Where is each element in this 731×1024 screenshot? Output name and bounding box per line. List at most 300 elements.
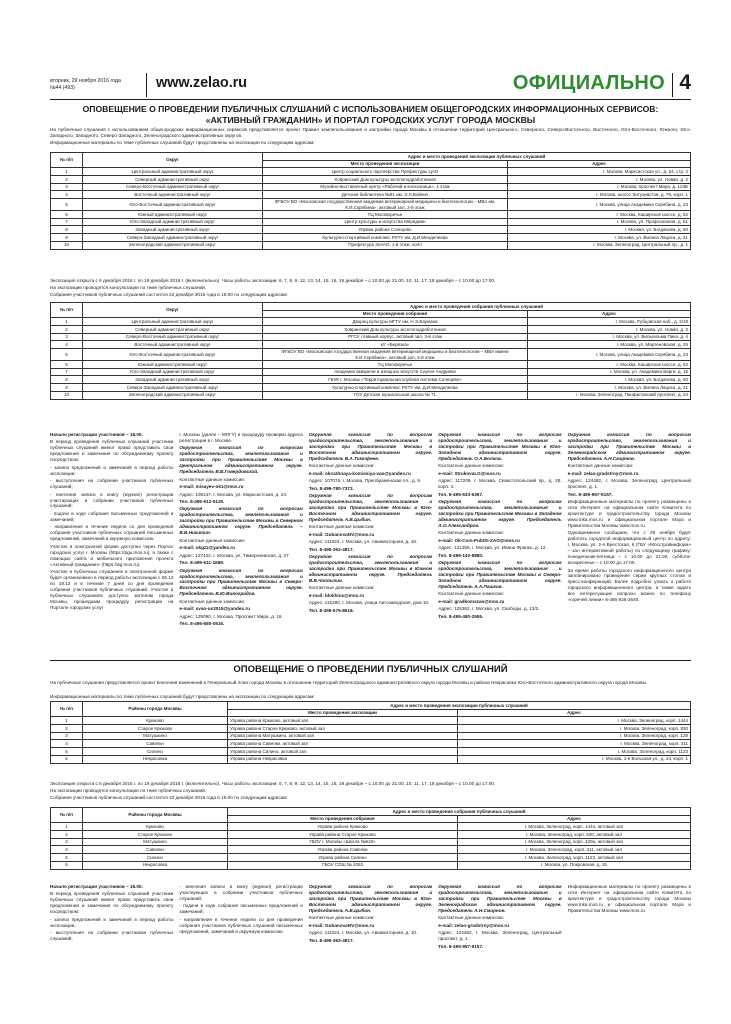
text-paragraph: e-mail: svao-us2015@yandex.ru bbox=[179, 606, 250, 612]
text-paragraph: Контактные данные комиссии: bbox=[308, 463, 375, 469]
table-row bbox=[51, 838, 691, 846]
table-cell: Старое Крюково bbox=[83, 831, 228, 839]
text-paragraph: Адрес: 107076, г. Москва, Преображенская пл., д. 9. bbox=[308, 478, 422, 484]
table-row bbox=[51, 234, 691, 242]
text-paragraph: Адрес: 125362, г. Москва, ул. Свободы, д. 13/2. bbox=[438, 606, 540, 612]
table-row bbox=[51, 341, 691, 349]
table-cell: ГБОУ СОШ № 2053 bbox=[228, 861, 458, 869]
masthead-divider-right bbox=[672, 73, 674, 97]
table-row bbox=[51, 326, 691, 334]
table-row bbox=[51, 384, 691, 392]
table-cell: Управа района Старое Крюково bbox=[228, 831, 458, 839]
table-cell: 4 bbox=[51, 740, 83, 748]
table-row bbox=[51, 199, 691, 211]
notice2-exposition-consult: На экспозиции проводятся консультации по теме публичных слушаний. bbox=[50, 788, 207, 793]
text-paragraph: Адрес: 117209, г. Москва, Севастопольский пр., д. 28, корп. 4. bbox=[438, 478, 562, 490]
text-paragraph: Тел. 8-495-680-0516. bbox=[179, 621, 225, 627]
table-cell: г. Москва, шоссе Энтузиастов, д. 78, корп. 1 bbox=[508, 191, 691, 199]
table-cell: Управа района Савелки bbox=[228, 846, 458, 854]
table-cell: Культурно-спортивный комплекс РХТУ им. Д.И.Менделеева bbox=[263, 234, 508, 242]
notice1-exposition-dates: Экспозиция открыта с 6 декабря 2016 г. по 19 декабря 2016 г. (включительно). Часы работы экспозиции: 6, 7, 8, 9, 12, 13, 14, 15, 16, 19 декабря – с 10.00 до 21.00. 10, 11, 17, 18 декабря – с 10.00 до 17.00. bbox=[50, 278, 496, 283]
table-cell: г. Москва, ул. Вильгельма Пика, д. 4 bbox=[528, 333, 691, 341]
table-row bbox=[51, 861, 691, 869]
text-paragraph: Адрес: 115280, г. Москва, улица Автозаводская, дом 10. bbox=[308, 600, 430, 606]
table-row bbox=[51, 732, 691, 740]
table-cell: 5 bbox=[51, 748, 83, 756]
table-cell: ГБУК г. Москвы «Территориальная клубная система Солнцево» bbox=[263, 376, 528, 384]
text-paragraph: e-mail: GubanovaNV@mos.ru bbox=[308, 922, 375, 928]
table-cell: Северо-Восточный административный округ bbox=[83, 183, 263, 191]
table-cell: г. Москва, ул. Новая, д. 2 bbox=[508, 176, 691, 184]
table-cell: Центр социального партнерства Префектуры ЦАО bbox=[263, 168, 508, 176]
table-row bbox=[51, 823, 691, 831]
text-paragraph: Тел. 8-495-362-4817. bbox=[308, 546, 354, 552]
table-cell: Силино bbox=[83, 748, 228, 756]
table-cell: 9 bbox=[51, 234, 83, 242]
text-paragraph: Тел. 8-495-362-4817. bbox=[308, 937, 354, 943]
table-cell: г. Москва, Зеленоград, корп. 311, актовый зал bbox=[458, 846, 691, 854]
text-paragraph: Тел. 8-495-912-5125. bbox=[179, 499, 225, 505]
table-cell: г. Москва, ул. Новая, д. 2 bbox=[528, 326, 691, 334]
table-row bbox=[51, 191, 691, 199]
table-cell: 5 bbox=[51, 349, 83, 361]
notice2-text-columns bbox=[50, 884, 691, 964]
col-num: № п/п bbox=[51, 153, 83, 168]
table-cell: г. Москва, Марксистская ул., д. 24, стр. 2 bbox=[508, 168, 691, 176]
issue-date bbox=[50, 78, 121, 91]
table-row bbox=[51, 241, 691, 249]
table-cell: 6 bbox=[51, 361, 83, 369]
masthead-divider bbox=[146, 73, 147, 97]
table-cell: Силино bbox=[83, 854, 228, 862]
table-cell: Западный административный округ bbox=[83, 376, 263, 384]
table-cell: г. Москва, Зеленоград, корп. 830 bbox=[458, 725, 691, 733]
text-paragraph: - записи предложений и замечаний в период работы экспозиции; bbox=[50, 464, 174, 476]
text-paragraph: e-mail: gradkomszao@mos.ru bbox=[438, 598, 505, 604]
table-cell: Юго-Западный административный округ bbox=[83, 218, 263, 226]
text-paragraph: Окружная комиссия по вопросам градостроительства, землепользования и застройки при Правительстве Москвы в Юго-Восточном административном округе. Председатель А.В.Цыбин. bbox=[308, 493, 433, 522]
table-row bbox=[51, 725, 691, 733]
table-cell: 6 bbox=[51, 211, 83, 219]
text-paragraph: e-mail: zelao-gradstroy@mos.ru bbox=[438, 922, 510, 928]
notice2-intro: На публичные слушания представляется проект внесения изменений в Генеральный план города Москвы в отношении территорий Зеленоградского административного округа города Москвы и района Некрасовка Юго-Восточного административного округа города Москвы. bbox=[50, 680, 648, 685]
table-cell: ТЦ Москворечье bbox=[263, 361, 528, 369]
text-paragraph: - записи предложений и замечаний в период работы экспозиции; bbox=[50, 916, 174, 928]
notice1-intro: На публичные слушания с использованием общегородских информационных сервисов представляется проект Правил землепользования и застройки города Москвы в отношении территорий Центрального, Северного, Северо-Восточного, Восточного, Юго-Восточного, Южного, Юго-Западного, Западного, Северо-Западного, Зеленоградского административных округов. bbox=[50, 127, 691, 138]
text-paragraph: Контактные данные комиссии: bbox=[308, 585, 375, 591]
table-cell: 10 bbox=[51, 241, 83, 249]
text-paragraph: Окружная комиссия по вопросам градостроительства, землепользования и застройки при Правительстве Москвы в Зеленоградском административном округе. Председатель А.Н.Смирнов. bbox=[438, 884, 562, 913]
col-place: Место проведения собрания bbox=[228, 815, 458, 823]
table-cell: Управа района Солнцево bbox=[263, 226, 508, 234]
table-cell: г. Москва, ул. Академика Варги, д. 15 bbox=[528, 368, 691, 376]
table-cell: 4 bbox=[51, 341, 83, 349]
table-cell: Центральный административный округ bbox=[83, 168, 263, 176]
table-row bbox=[51, 176, 691, 184]
table-cell: г. Москва, ул. Профсоюзная, д. 61 bbox=[508, 218, 691, 226]
text-paragraph: Контактные данные комиссии: bbox=[308, 524, 375, 530]
table-row bbox=[51, 391, 691, 399]
table-cell: г. Москва, ул. Покровская, д. 15 bbox=[458, 861, 691, 869]
table-cell: 1 bbox=[51, 823, 83, 831]
table-cell: Управа района Силино, актовый зал bbox=[228, 748, 458, 756]
text-paragraph: Контактные данные комиссии: bbox=[438, 591, 504, 597]
table-row bbox=[51, 748, 691, 756]
text-paragraph: Окружная комиссия по вопросам градостроительства, землепользования и застройки при Правительстве Москвы в Северном административном округе. Председатель – В.В.Никитин. bbox=[179, 506, 303, 536]
table-row bbox=[51, 226, 691, 234]
table-cell: Савелки bbox=[83, 846, 228, 854]
table-cell: г. Москва, Зеленоград, корп. 1123 bbox=[458, 748, 691, 756]
table-cell: Дворец культуры МГТУ им. Н.Э.Баумана bbox=[263, 318, 528, 326]
text-paragraph: Тел. 8-499-780-7372. bbox=[308, 485, 354, 491]
col-address: Адрес bbox=[508, 160, 691, 168]
text-paragraph: Информационные материалы по проекту размещены в сети Интернет на официальном сайте Комитета по архитектуре и градостроительству города Москвы www.mka.mos.ru и официальном портале Мэра и Правительства Москвы www.mos.ru. bbox=[567, 884, 692, 913]
text-paragraph: Адрес: 109147, г. Москва, ул. Марксистская, д. 24. bbox=[179, 491, 288, 497]
notice1-title bbox=[50, 104, 691, 125]
text-paragraph: - направления в течение недели со дня проведения собрания участников публичных слушаний письменных предложений, замечаний в окружную комиссию. bbox=[179, 916, 303, 934]
text-paragraph: Окружная комиссия по вопросам градостроительства, землепользования и застройки при Правительстве Москвы в Западном административном округе. Председатель А.О.Александров. bbox=[438, 499, 562, 528]
group-header: Адрес и место проведения собрания публичных слушаний bbox=[263, 303, 691, 311]
issue-date-line: вторник, 29 ноября 2016 года bbox=[50, 78, 121, 84]
table-cell: г. Москва, Зеленоград, корп. 1444 bbox=[458, 717, 691, 725]
text-column bbox=[568, 884, 691, 964]
text-paragraph: В период проведения публичных слушаний участники публичных слушаний имеют право представить свои предложения и замечания по обсуждаемому проекту посредством: bbox=[50, 439, 174, 463]
col-district: Районы города Москвы bbox=[83, 808, 228, 823]
col-okrug: Округ bbox=[83, 153, 263, 168]
table-cell: 1 bbox=[51, 717, 83, 725]
table-cell: Северо-Западный административный округ bbox=[83, 384, 263, 392]
table-row bbox=[51, 318, 691, 326]
section-rubric: ОФИЦИАЛЬНО bbox=[512, 72, 665, 94]
table-cell: Управа района Старое Крюково, актовый зал bbox=[228, 725, 458, 733]
text-paragraph: Окружная комиссия по вопросам градостроительства, землепользования и застройки при Правительстве Москвы в Центральном административном округе. Председатель В.В.Говердовский. bbox=[179, 445, 303, 475]
table-cell: 9 bbox=[51, 384, 83, 392]
table-cell: Юго-Западный административный округ bbox=[83, 368, 263, 376]
table-cell: г. Москва, Зеленоград, корп. 429а, актовый зал bbox=[458, 838, 691, 846]
table-cell: 6 bbox=[51, 861, 83, 869]
table-cell: Крюково bbox=[83, 717, 228, 725]
table-row bbox=[51, 168, 691, 176]
page-number: 4 bbox=[679, 71, 691, 94]
table-row bbox=[51, 376, 691, 384]
table-cell: Северный административный округ bbox=[83, 326, 263, 334]
notice1-intro2: Информационные материалы по теме публичных слушаний будут представлены на экспозиции по следующим адресам: bbox=[50, 140, 315, 145]
text-paragraph: Контактные данные комиссии: bbox=[179, 537, 246, 543]
table-cell: Матушкино bbox=[83, 838, 228, 846]
notice1-meeting-intro: Собрания участников публичных слушаний состоятся 22 декабря 2016 года в 19.00 по следующим адресам: bbox=[50, 292, 288, 297]
text-paragraph: Адрес: 111024, г. Москва, ул. Авиамоторная, д. 10. bbox=[308, 539, 418, 545]
text-paragraph: e-mail: misayev-ok1@mos.ru bbox=[179, 484, 244, 490]
table-cell: Савелки bbox=[83, 740, 228, 748]
table-cell: ГБОУ г. Москвы «Школа №618» bbox=[228, 838, 458, 846]
table-cell: 2 bbox=[51, 831, 83, 839]
col-place: Место проведения собрания bbox=[263, 310, 528, 318]
text-paragraph: Окружная комиссия по вопросам градостроительства, землепользования и застройки при Правительстве Москвы в Юго-Западном административном округе. Председатель О.А.Волков. bbox=[438, 432, 562, 461]
col-okrug: Округ bbox=[83, 303, 263, 318]
table-cell: Юго-Восточный административный округ bbox=[83, 199, 263, 211]
notice1-title-line1: ОПОВЕЩЕНИЕ О ПРОВЕДЕНИИ ПУБЛИЧНЫХ СЛУШАНИЙ С ИСПОЛЬЗОВАНИЕМ ОБЩЕГОРОДСКИХ ИНФОРМАЦИОННЫХ СЕРВИСОВ: bbox=[82, 104, 659, 114]
table-cell: г. Москва, ул. Вилиса Лациса, д. 21 bbox=[528, 384, 691, 392]
table-cell: г. Москва, 1-я Вольская ул., д. 24, корп. 1 bbox=[458, 755, 691, 763]
table-cell: Управа района Крюково, актовый зал bbox=[228, 717, 458, 725]
text-column bbox=[50, 432, 173, 657]
table-cell: 10 bbox=[51, 391, 83, 399]
table-cell: Старое Крюково bbox=[83, 725, 228, 733]
text-paragraph: Окружная комиссия по вопросам градостроительства, землепользования и застройки при Правительстве Москвы в Северо-Западном административном округе. Председатель А.А.Пашков. bbox=[438, 560, 562, 589]
table-cell: Крюково bbox=[83, 823, 228, 831]
table-cell: 8 bbox=[51, 226, 83, 234]
table-cell: ТЦ Москворечье bbox=[263, 211, 508, 219]
text-paragraph: Информационные материалы по проекту размещены в сети Интернет на официальном сайте Комитета по архитектуре и градостроительству города Москвы www.mka.mos.ru и официальном портале Мэра и Правительства Москвы www.mos.ru. bbox=[567, 499, 692, 528]
notice2-meeting-intro: Собрания участников публичных слушаний состоятся 22 декабря 2016 года в 19.00 по следующим адресам: bbox=[50, 795, 288, 800]
text-column bbox=[179, 432, 302, 657]
text-paragraph: - выступления на собрании участников публичных слушаний; bbox=[50, 478, 174, 490]
text-paragraph: Тел. 8-495-633-6357. bbox=[438, 491, 484, 497]
text-paragraph: Участие в публичных слушаниях в электронной форме будет организовано в период работы экспозиции с 06.12 по 19.12 и в течение 7 дней со дня проведения собрания участников публичных слушаний. Участие в публичных слушаниях доступно жителям города Москвы, прошедшим процедуру регистрации на Портале городских услуг bbox=[50, 569, 174, 610]
text-paragraph: e-mail: Ok-Com-PubISI-ZAO@mos.ru bbox=[438, 537, 520, 543]
table-row bbox=[51, 755, 691, 763]
group-header: Адрес и место проведения экспозиции публичных слушаний bbox=[228, 702, 691, 710]
table-cell: г. Москва, Зеленоград, корп. 1444, актовый зал bbox=[458, 823, 691, 831]
table-cell: Управа района Силино bbox=[228, 854, 458, 862]
table-cell: г. Москва, ул. Вилиса Лациса, д. 21 bbox=[508, 234, 691, 242]
text-paragraph: Тел. 8-499-140-8880. bbox=[438, 552, 484, 558]
table-cell: г. Москва, улица Академика Скрябина, д. 23 bbox=[528, 349, 691, 361]
table-cell: Зеленоградский административный округ bbox=[83, 391, 263, 399]
table-cell: 6 bbox=[51, 755, 83, 763]
text-column bbox=[309, 884, 432, 964]
text-paragraph: Адрес: 121355, г. Москва, ул. Ивана Франко, д. 12. bbox=[438, 545, 547, 551]
table-cell: Некрасовка bbox=[83, 755, 228, 763]
text-paragraph: За время работы городского информационного центра запланировано проведение серии круглых столов и пресс-конференций. Более подробно узнать о работе городского информационного центра, а также задать все интересующие вопросы можно по телефону «горячей линии» 8-495-926-3640. bbox=[567, 567, 692, 603]
table-cell: г. Москва, Зеленоград, корп. 1123, актовый зал bbox=[458, 854, 691, 862]
group-header: Адрес и место проведения экспозиции публичных слушаний bbox=[263, 153, 691, 161]
group-header: Адрес и место проведения собрания публичных слушаний bbox=[228, 808, 691, 816]
text-paragraph: Тел. 8-495-957-9157. bbox=[438, 943, 484, 949]
notice1-title-line2: «АКТИВНЫЙ ГРАЖДАНИН» И ПОРТАЛ ГОРОДСКИХ УСЛУГ ГОРОДА МОСКВЫ bbox=[205, 114, 536, 125]
table-row bbox=[51, 831, 691, 839]
text-paragraph: Контактные данные комиссии: bbox=[567, 463, 634, 469]
text-paragraph: Окружная комиссия по вопросам градостроительства, землепользования и застройки при Правительстве Москвы в Северо-Восточном административном округе. Председатель В.Ю.Виноградов. bbox=[179, 567, 303, 597]
table-cell: Восточный административный округ bbox=[83, 341, 263, 349]
table-cell: 2 bbox=[51, 176, 83, 184]
text-paragraph: Контактные данные комиссии: bbox=[308, 915, 375, 921]
text-paragraph: Контактные данные комиссии: bbox=[179, 476, 246, 482]
col-num: № п/п bbox=[51, 303, 83, 318]
table-cell: 3 bbox=[51, 333, 83, 341]
table-cell: 1 bbox=[51, 318, 83, 326]
table-cell: ФГБОУ ВО «Московская государственная академия ветеринарной медицины и биотехнологии – МВА им. К.И.Скрябина», актовый зал, 2-й этаж bbox=[263, 199, 508, 211]
table-cell: Ховринский Дом культуры эксплоподработников bbox=[263, 176, 508, 184]
notice2-title: ОПОВЕЩЕНИЕ О ПРОВЕДЕНИИ ПУБЛИЧНЫХ СЛУШАНИЙ bbox=[233, 664, 508, 675]
table-cell: Зеленоградский административный округ bbox=[83, 241, 263, 249]
table-cell: г. Москва, проспект Мира, д. 123Б bbox=[508, 183, 691, 191]
text-paragraph: e-mail: GubanovaNV@mos.ru bbox=[308, 531, 375, 537]
table-cell: ФГБОУ ВО «Московская государственная академия ветеринарной медицины и биотехнологии – МВА имени К.И.Скрябина», актовый зал, 2-й этаж bbox=[263, 349, 528, 361]
notice1-exposition-table bbox=[50, 152, 691, 250]
table-cell: Северо-Восточный административный округ bbox=[83, 333, 263, 341]
text-paragraph: Адрес: 129090, г. Москва, Проспект Мира, д. 18. bbox=[179, 613, 283, 619]
table-cell: Управа района Некрасовка bbox=[228, 755, 458, 763]
text-column bbox=[568, 432, 691, 657]
table-cell: Северный административный округ bbox=[83, 176, 263, 184]
table-cell: Детская библиотека №91 им. Э.Л.Войнич bbox=[263, 191, 508, 199]
text-column bbox=[438, 432, 561, 657]
table-cell: г. Москва, Зеленоград, корп. 830, актовый зал bbox=[458, 831, 691, 839]
text-paragraph: e-mail: StrukovaLG@mos.ru bbox=[438, 470, 501, 476]
table-cell: г. Москва, улица Академика Скрябина, д. 23 bbox=[508, 199, 691, 211]
text-column bbox=[50, 884, 173, 964]
text-paragraph: Адрес: 124482, г. Москва, Зеленоград, Центральный проспект, д. 1. bbox=[567, 478, 692, 490]
table-cell: г. Москва, Зеленоград, корп. 311 bbox=[458, 740, 691, 748]
text-paragraph: Начало регистрации участников – 18.00. bbox=[50, 884, 143, 889]
table-cell: ГОУ Детская музыкальная школа № 71 bbox=[263, 391, 528, 399]
table-row bbox=[51, 854, 691, 862]
masthead bbox=[50, 70, 691, 100]
col-num: № п/п bbox=[51, 808, 83, 823]
table-row bbox=[51, 333, 691, 341]
table-cell: г. Москва, Каширское шоссе, д. 52 bbox=[508, 211, 691, 219]
table-cell: Академия акварели и изящных искусств Сергея Андрияки bbox=[263, 368, 528, 376]
notice2-exposition-dates: Экспозиция открыта с 6 декабря 2016 г. по 19 декабря 2016 г. (включительно). Часы работы экспозиции: 6, 7, 8, 9, 12, 13, 14, 15, 16, 19 декабря – с 10.00 до 21.00. 10, 11, 17, 18 декабря – с 10.00 до 17.00. bbox=[50, 781, 496, 786]
text-paragraph: Окружная комиссия по вопросам градостроительства, землепользования и застройки при Правительстве Москвы в Зеленоградском административном округе. Председатель А.Н.Смирнов. bbox=[567, 432, 692, 461]
table-row bbox=[51, 218, 691, 226]
table-cell: Культурно-спортивный комплекс РХТУ им. Д.И.Менделеева bbox=[263, 384, 528, 392]
text-paragraph: Тел. 8-495-957-9157. bbox=[567, 491, 613, 497]
table-row bbox=[51, 368, 691, 376]
table-cell: г. Москва, Зеленоград, Панфиловский проспект, д. 24 bbox=[528, 391, 691, 399]
text-paragraph: Начало регистрации участников – 18.00. bbox=[50, 432, 143, 437]
site-url[interactable]: www.zelao.ru bbox=[156, 75, 247, 91]
notice1-meeting-table bbox=[50, 302, 691, 400]
table-row bbox=[51, 361, 691, 369]
table-cell: Некрасовка bbox=[83, 861, 228, 869]
text-paragraph: Участие в электронной форме доступно через Портал городских услуг г. Москвы (https://pgu.mos.ru), а также с помощью сайта и мобильного приложения проекта «Активный гражданин» (https://ag.mos.ru). bbox=[50, 543, 174, 567]
table-cell: 8 bbox=[51, 376, 83, 384]
table-cell: 2 bbox=[51, 326, 83, 334]
table-cell: Управа района Крюково bbox=[228, 823, 458, 831]
col-place: Место проведения экспозиции bbox=[263, 160, 508, 168]
table-row bbox=[51, 717, 691, 725]
table-cell: 3 bbox=[51, 183, 83, 191]
table-row bbox=[51, 183, 691, 191]
text-paragraph: Окружная комиссия по вопросам градостроительства, землепользования и застройки при Правительстве Москвы в Восточном административном округе. Председатель В.А.Тимофеев. bbox=[308, 432, 433, 461]
table-row bbox=[51, 349, 691, 361]
table-cell: 7 bbox=[51, 368, 83, 376]
text-column bbox=[438, 884, 561, 964]
table-cell: Матушкино bbox=[83, 732, 228, 740]
text-paragraph: Адрес: 127422, г. Москва, ул. Тимирязевская, д. 27 bbox=[179, 552, 289, 558]
table-cell: 5 bbox=[51, 199, 83, 211]
col-address: Адрес bbox=[458, 815, 691, 823]
text-paragraph: e-mail: blokhins@mos.ru bbox=[308, 592, 365, 598]
text-paragraph: Окружная комиссия по вопросам градостроительства, землепользования и застройки при Правительстве Москвы в Южном административном округе. Председатель В.В.Чаплыгин. bbox=[308, 554, 433, 583]
table-cell: Южный административный округ bbox=[83, 211, 263, 219]
col-place: Место проведения экспозиции bbox=[228, 709, 458, 717]
table-row bbox=[51, 740, 691, 748]
table-cell: 3 bbox=[51, 838, 83, 846]
notice1-text-columns bbox=[50, 432, 691, 657]
table-cell: г. Москва, ул. Мартеновская, д. 25 bbox=[528, 341, 691, 349]
table-cell: 4 bbox=[51, 191, 83, 199]
notice1-exposition-consult: На экспозиции проводятся консультации по теме публичных слушаний. bbox=[50, 285, 207, 290]
text-paragraph: Одновременно сообщаем, что с 29 ноября будет работать городской информационный центр по адресу: г. Москва, ул. 2-я Брестская, 6 (ГБУ «Мосстройинформ» – зал интерактивной работы) по следующему графику: понедельник-пятница – с 10.00 до 21.00, суббота-воскресенье – с 10.00 до 17.00. bbox=[567, 530, 692, 566]
text-paragraph: - направления в течение недели со дня проведения собрания участников публичных слушаний письменных предложений, замечаний в окружную комиссию. bbox=[50, 524, 174, 542]
table-cell: г. Москва, Зеленоград, корп. 128 bbox=[458, 732, 691, 740]
text-paragraph: - подачи в ходе собрания письменных предложений и замечаний; bbox=[179, 903, 303, 915]
col-num: № п/п bbox=[51, 702, 83, 717]
text-column bbox=[179, 884, 302, 964]
table-cell: Управа района Матушкино, актовый зал bbox=[228, 732, 458, 740]
table-cell: Центральный административный округ bbox=[83, 318, 263, 326]
table-cell: Южный административный округ bbox=[83, 361, 263, 369]
table-cell: 3 bbox=[51, 732, 83, 740]
table-cell: 2 bbox=[51, 725, 83, 733]
table-cell: г. Москва, ул. Богданова, д. 50 bbox=[508, 226, 691, 234]
col-address: Адрес bbox=[458, 709, 691, 717]
table-cell: 4 bbox=[51, 846, 83, 854]
table-cell: 5 bbox=[51, 854, 83, 862]
table-row bbox=[51, 211, 691, 219]
table-cell: Западный административный округ bbox=[83, 226, 263, 234]
notice2-intro2: Информационные материалы по теме публичных слушаний будут представлены на экспозиции по следующим адресам: bbox=[50, 694, 315, 699]
text-paragraph: Тел. 8-495-675-8618. bbox=[308, 607, 354, 613]
notice2-meeting-table bbox=[50, 807, 691, 870]
table-cell: РГСУ, главный корпус, актовый зал, 3-й этаж bbox=[263, 333, 528, 341]
text-paragraph: - внесения записи в книгу (журнал) регистрации участвующих в собрании участников публичных слушаний; bbox=[50, 491, 174, 509]
issue-number: №44 (493) bbox=[50, 84, 75, 91]
text-paragraph: - выступления на собрании участников публичных слушаний; bbox=[50, 930, 174, 942]
text-paragraph: Контактные данные комиссии: bbox=[438, 915, 504, 921]
text-paragraph: - внесения записи в книгу (журнал) регистрации участвующих в собрании участников публичных слушаний; bbox=[179, 884, 303, 901]
text-paragraph: Контактные данные комиссии: bbox=[438, 530, 504, 536]
table-cell: к/т «Берёзка» bbox=[263, 341, 528, 349]
text-paragraph: Контактные данные комиссии: bbox=[179, 598, 246, 604]
table-cell: Северо-Западный административный округ bbox=[83, 234, 263, 242]
table-cell: Ховринский Дом культуры эксплоподработников bbox=[263, 326, 528, 334]
text-paragraph: - подачи в ходе собрания письменных предложений и замечаний; bbox=[50, 510, 174, 522]
table-cell: г. Москва, Каширское шоссе, д. 52 bbox=[528, 361, 691, 369]
text-paragraph: e-mail: okgzz@yandex.ru bbox=[179, 545, 235, 551]
text-column bbox=[309, 432, 432, 657]
table-cell: г. Москва, Рубцовская наб., д. 2/18 bbox=[528, 318, 691, 326]
table-cell: 1 bbox=[51, 168, 83, 176]
text-paragraph: Тел. 8-495-490-2555. bbox=[438, 613, 484, 619]
table-cell: Управа района Савелки, актовый зал bbox=[228, 740, 458, 748]
text-paragraph: e-mail: zelao-gradstroy@mos.ru bbox=[567, 470, 639, 476]
text-paragraph: В период проведения публичных слушаний участники публичных слушаний имеют право представить свои предложения и замечания по обсуждаемому проекту посредством: bbox=[50, 891, 174, 915]
table-cell: Музейно-выставочный центр «Рабочий и колхозница», 1 этаж bbox=[263, 183, 508, 191]
col-district: Районы города Москвы bbox=[83, 702, 228, 717]
text-paragraph: e-mail: okruzhnaya-komissiya-vao@yandex.ru bbox=[308, 470, 411, 476]
text-paragraph: г. Москвы (далее – МПГУ) и процедуру проверки адреса регистрации в г. Москве. bbox=[179, 432, 303, 443]
notice2-exposition-table bbox=[50, 701, 691, 764]
col-address: Адрес bbox=[528, 310, 691, 318]
text-paragraph: Окружная комиссия по вопросам градостроительства, землепользования и застройки при Правительстве Москвы в Юго-Восточном административном округе. Председатель А.В.Цыбин. bbox=[308, 884, 433, 913]
table-cell: 7 bbox=[51, 218, 83, 226]
table-cell: г. Москва, Зеленоград, Центральный пр., д. 1 bbox=[508, 241, 691, 249]
section-divider bbox=[50, 660, 691, 661]
table-cell: Центр культуры и искусства Меридиан bbox=[263, 218, 508, 226]
table-cell: Восточный административный округ bbox=[83, 191, 263, 199]
table-cell: Префектура ЗелАО, 1-й этаж, холл bbox=[263, 241, 508, 249]
text-paragraph: Адрес: 111024, г. Москва, ул. Авиамоторная, д. 10. bbox=[308, 930, 418, 936]
table-cell: Юго-Восточный административный округ bbox=[83, 349, 263, 361]
text-paragraph: Тел. 8-495-611-1669. bbox=[179, 560, 225, 566]
table-row bbox=[51, 846, 691, 854]
table-cell: г. Москва, ул. Богданова, д. 50 bbox=[528, 376, 691, 384]
text-paragraph: Контактные данные комиссии: bbox=[438, 463, 504, 469]
